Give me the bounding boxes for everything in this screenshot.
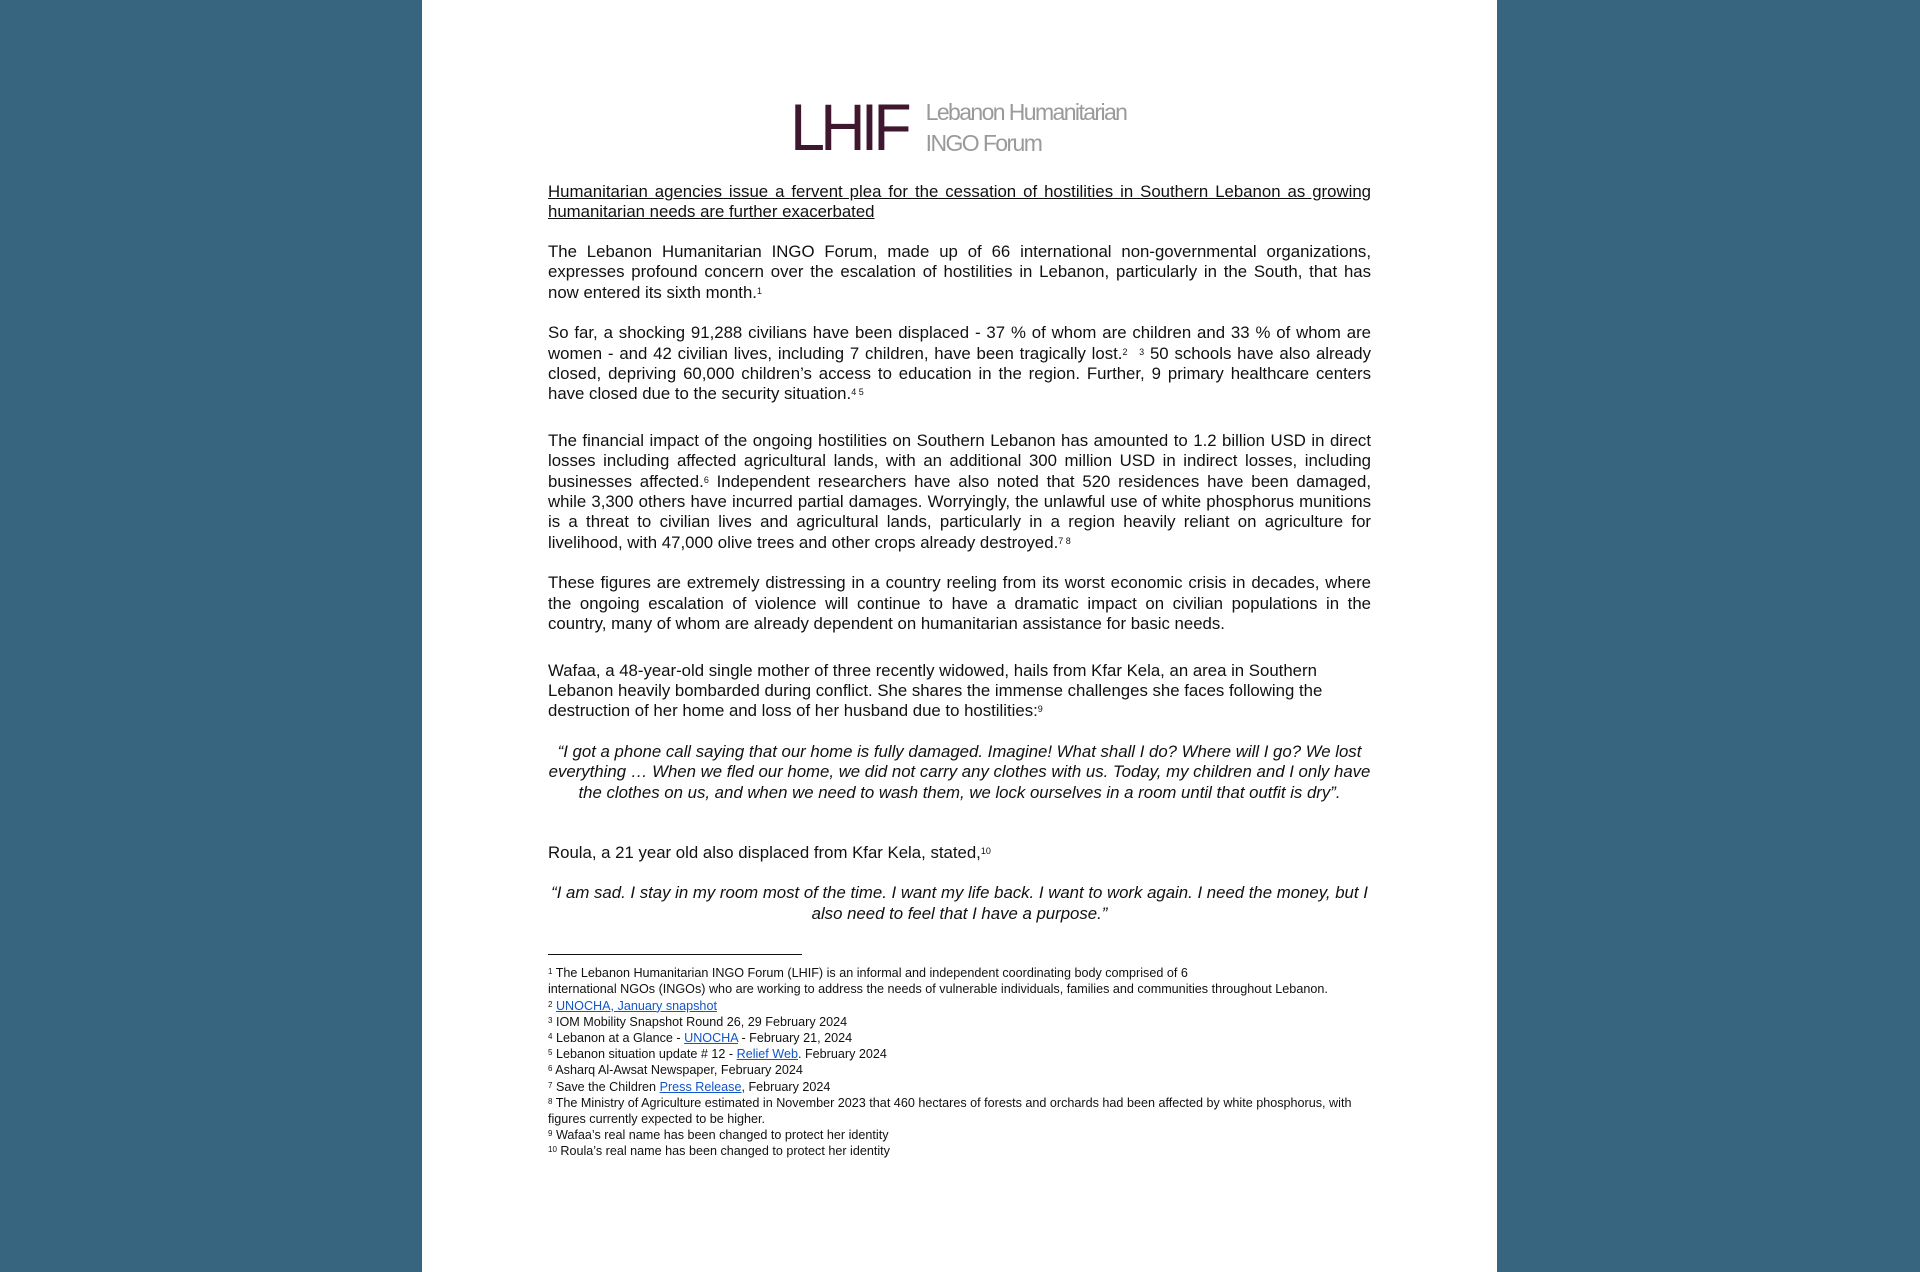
logo-line-2: INGO Forum <box>925 130 1042 156</box>
footnote-5-date: . February 2024 <box>797 1047 887 1062</box>
footnote-6 <box>548 1062 1371 1078</box>
footnote-ref-2[interactable]: 2 <box>1122 346 1128 357</box>
footnote-8 <box>548 1095 1371 1127</box>
footnote-3-text: IOM Mobility Snapshot Round 26, 29 February 2024 <box>552 1014 848 1029</box>
footnote-ref-9[interactable]: 9 <box>1037 704 1043 715</box>
footnote-divider <box>548 954 802 955</box>
paragraph-displacement-text-b: 50 schools have also already closed, depriving 60,000 children’s access to education in the region. Further, 9 primary healthcare centers have closed due to the security situation. <box>548 343 1372 404</box>
footnote-3-number: 3 <box>548 1015 553 1025</box>
document-title: Humanitarian agencies issue a fervent plea for the cessation of hostilities in Southern Lebanon as growing humanitarian needs are further exacerbated <box>548 182 1371 221</box>
footnote-7-link[interactable]: Press Release <box>659 1079 742 1094</box>
footnote-ref-6[interactable]: 6 <box>703 474 709 485</box>
footnote-2-link[interactable]: UNOCHA, January snapshot <box>555 998 717 1013</box>
paragraph-intro-text: The Lebanon Humanitarian INGO Forum, made up of 66 international non-governmental organizations, expresses profound concern over the escalation of hostilities in Lebanon, particularly in the South, that has now entered its sixth month. <box>548 242 1371 302</box>
footnote-2-number: 2 <box>548 999 553 1009</box>
footnote-4 <box>548 1030 1371 1046</box>
paragraph-wafaa-text: Wafaa, a 48-year-old single mother of three recently widowed, hails from Kfar Kela, an area in Southern Lebanon heavily bombarded during conflict. She shares the immense challenges she faces following the destruction of her home and loss of her husband due to hostilities: <box>548 660 1323 721</box>
footnote-10-text: Roula’s real name has been changed to protect her identity <box>556 1144 890 1159</box>
paragraph-financial-text-b: Independent researchers have also noted that 520 residences have been damaged, while 3,300 others have incurred partial damages. Worryingly, the unlawful use of white phosphorus munitions is a threat to civilian lives and agricultural lands, particularly in a region heavily reliant on agriculture for livelihood, with 47,000 olive trees and other crops already destroyed. <box>548 471 1371 552</box>
footnote-6-text: Asharq Al-Awsat Newspaper, February 2024 <box>552 1063 803 1078</box>
footnote-4-link[interactable]: UNOCHA <box>684 1030 738 1045</box>
footnote-4-number: 4 <box>548 1031 553 1041</box>
paragraph-displacement-text-a: So far, a shocking 91,288 civilians have been displaced - 37 % of whom are children and 33 % of whom are women - and 42 civilian lives, including 7 children, have been tragically lost. <box>548 323 1371 363</box>
paragraph-roula-text: Roula, a 21 year old also displaced from Kfar Kela, stated, <box>548 842 981 862</box>
footnote-10-number: 10 <box>548 1145 557 1155</box>
footnotes <box>548 965 1371 1159</box>
footnote-8-number: 8 <box>548 1096 553 1106</box>
logo-line-1: Lebanon Humanitarian <box>925 99 1127 125</box>
footnote-2 <box>548 998 1371 1014</box>
lhif-logo <box>542 92 1371 162</box>
quote-roula: “I am sad. I stay in my room most of the time. I want my life back. I want to work again. I need the money, but I also need to feel that I have a purpose.” <box>551 883 1368 923</box>
footnote-7-date: , February 2024 <box>741 1079 831 1094</box>
footnote-4-date: - February 21, 2024 <box>737 1030 853 1045</box>
footnote-6-number: 6 <box>548 1064 553 1074</box>
footnote-5-text: Lebanon situation update # 12 - <box>552 1047 737 1062</box>
paragraph-crisis: These figures are extremely distressing in a country reeling from its worst economic crisis in decades, where the ongoing escalation of violence will continue to have a dramatic impact on civilian populations in the country, many of whom are already dependent on humanitarian assistance for basic needs. <box>548 573 1371 634</box>
footnote-ref-4-5[interactable]: 4 5 <box>851 387 864 398</box>
footnote-5 <box>548 1046 1371 1062</box>
footnote-1 <box>548 965 1371 997</box>
footnote-1-text-continued: international NGOs (INGOs) who are working to address the needs of vulnerable individuals, families and communities throughout Lebanon. <box>548 982 1328 997</box>
footnote-7 <box>548 1079 1371 1095</box>
footnote-8-text: The Ministry of Agriculture estimated in November 2023 that 460 hectares of forests and orchards had been affected by white phosphorus, with figures currently expected to be higher. <box>548 1095 1352 1126</box>
footnote-ref-7-8[interactable]: 7 8 <box>1058 535 1071 546</box>
document-page <box>422 0 1497 1272</box>
document-content <box>548 92 1371 1160</box>
footnote-9-number: 9 <box>548 1129 553 1139</box>
footnote-9 <box>548 1127 1371 1143</box>
paragraph-financial <box>548 431 1371 553</box>
footnote-7-text: Save the Children <box>552 1079 660 1094</box>
paragraph-financial-text-a: The financial impact of the ongoing hostilities on Southern Lebanon has amounted to 1.2 billion USD in direct losses including affected agricultural lands, with an additional 300 million USD in indirect losses, including businesses affected. <box>548 430 1371 491</box>
footnote-1-number: 1 <box>548 967 553 977</box>
footnote-7-number: 7 <box>548 1080 553 1090</box>
footnote-3 <box>548 1014 1371 1030</box>
footnote-1-text: The Lebanon Humanitarian INGO Forum (LHIF) is an informal and independent coordinating body comprised of 6 <box>552 966 1188 981</box>
footnote-4-text: Lebanon at a Glance - <box>552 1030 685 1045</box>
footnote-5-number: 5 <box>548 1048 553 1058</box>
footnote-10 <box>548 1143 1371 1159</box>
footnote-9-text: Wafaa’s real name has been changed to protect her identity <box>552 1128 889 1143</box>
paragraph-wafaa <box>548 661 1371 722</box>
quote-wafaa: “I got a phone call saying that our home is fully damaged. Imagine! What shall I do? Where will I go? We lost everything … When we fled our home, we did not carry any clothes with us. Today, my children and I only have the clothes on us, and when we need to wash them, we lock ourselves in a room until that outfit is dry”. <box>548 741 1371 802</box>
footnote-ref-3[interactable]: 3 <box>1139 346 1145 357</box>
logo-text <box>926 97 1127 159</box>
footnote-ref-1[interactable]: 1 <box>756 285 762 296</box>
logo-mark: LHIF <box>789 90 907 164</box>
footnote-5-link[interactable]: Relief Web <box>736 1047 798 1062</box>
paragraph-roula <box>548 843 1371 863</box>
footnote-ref-10[interactable]: 10 <box>980 845 991 856</box>
paragraph-intro <box>548 242 1371 303</box>
paragraph-displacement <box>548 323 1371 405</box>
